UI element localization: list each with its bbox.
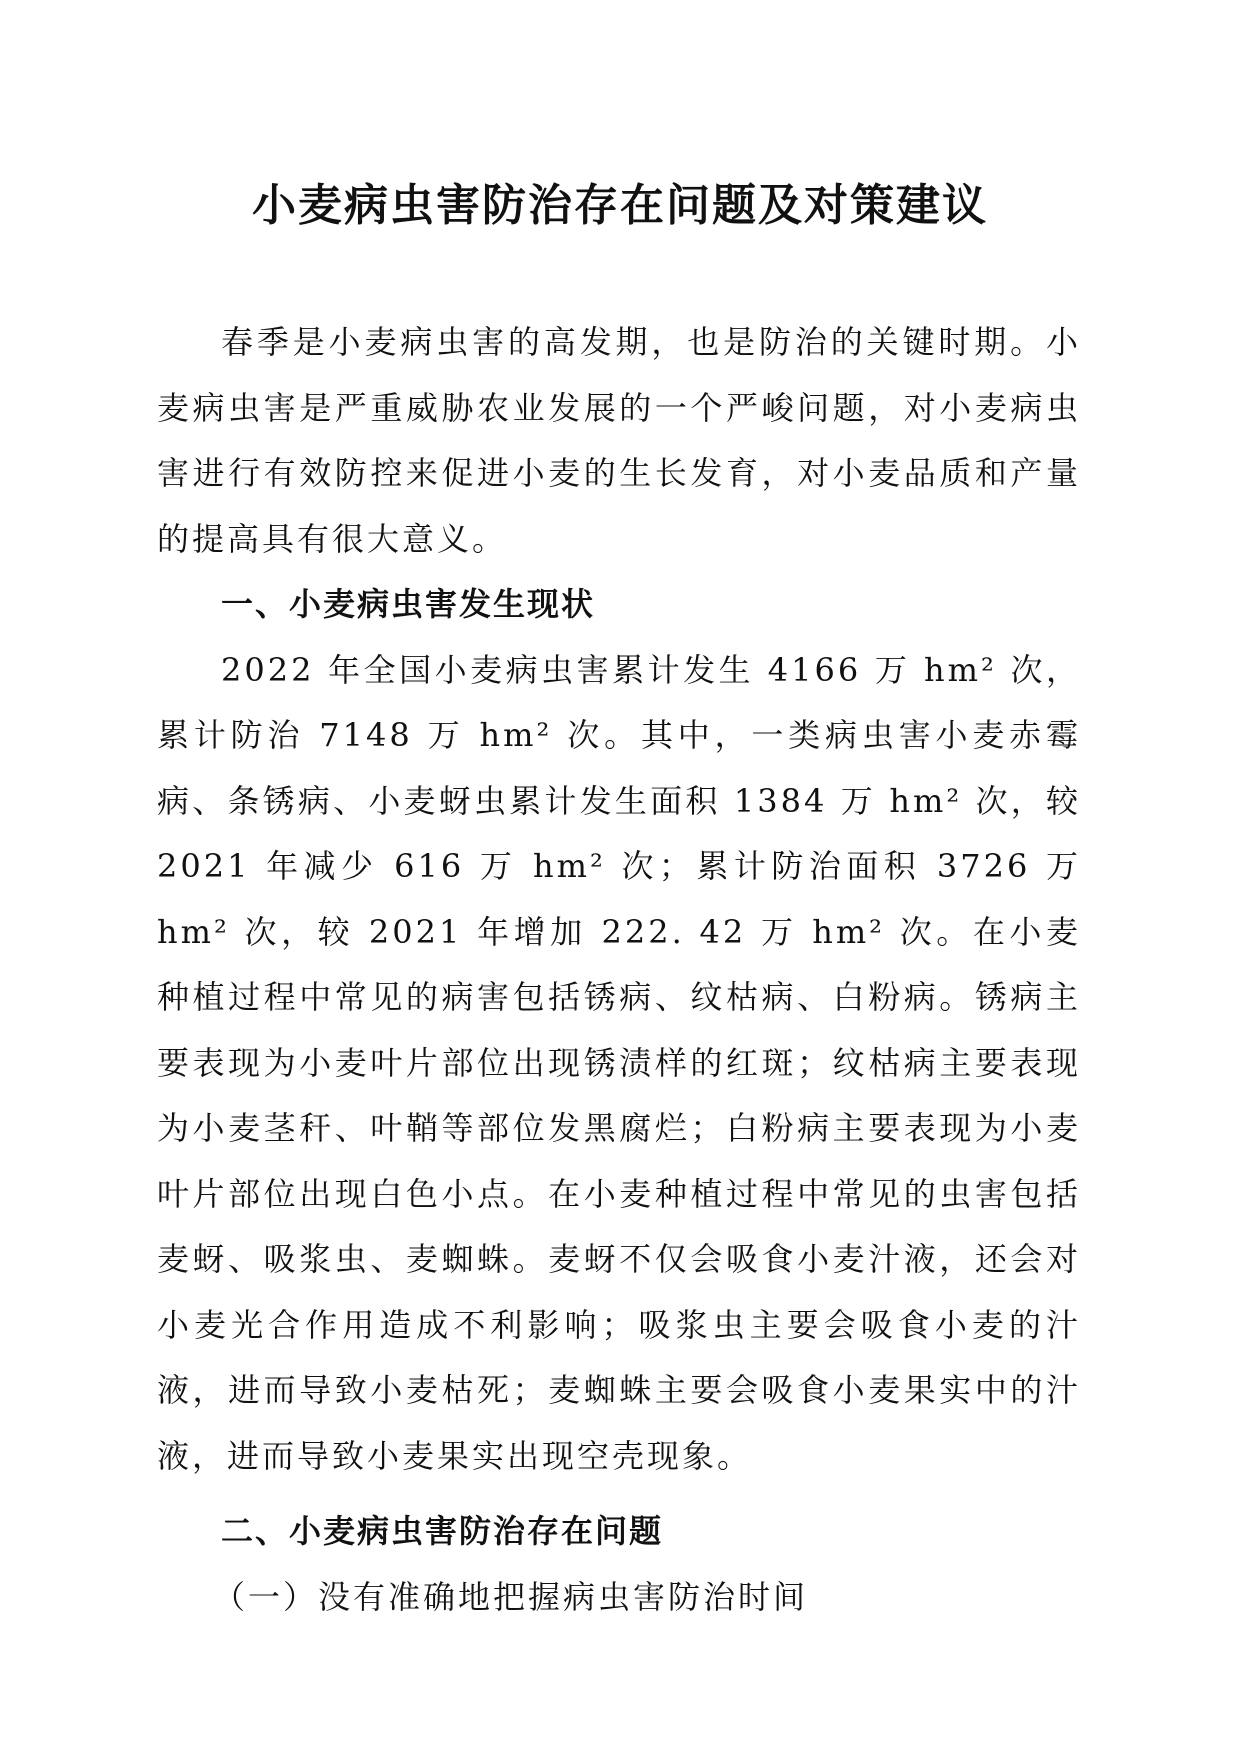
intro-paragraph: 春季是小麦病虫害的高发期，也是防治的关键时期。小麦病虫害是严重威胁农业发展的一个严峻问题，对小麦病虫害进行有效防控来促进小麦的生长发育，对小麦品质和产量的提高具有很大意义。 bbox=[157, 323, 1081, 558]
section-heading-1: 一、小麦病虫害发生现状 bbox=[221, 585, 596, 623]
document-title: 小麦病虫害防治存在问题及对策建议 bbox=[252, 180, 988, 231]
section-1-paragraph: 2022 年全国小麦病虫害累计发生 4166 万 hm² 次，累计防治 7148 万 hm² 次。其中，一类病虫害小麦赤霉病、条锈病、小麦蚜虫累计发生面积 1384 万 hm² 次，较 2021 年减少 616 万 hm² 次；累计防治面积 3726 万 hm² 次，较 2021 年增加 222. 42 万 hm² 次。在小麦种植过程中常见的病害包括锈病、纹枯病、白粉病。锈病主要表现为小麦叶片部位出现锈渍样的红斑；纹枯病主要表现为小麦茎秆、叶鞘等部位发黑腐烂；白粉病主要表现为小麦叶片部位出现白色小点。在小麦种植过程中常见的虫害包括麦蚜、吸浆虫、麦蜘蛛。麦蚜不仅会吸食小麦汁液，还会对小麦光合作用造成不利影响；吸浆虫主要会吸食小麦的汁液，进而导致小麦枯死；麦蜘蛛主要会吸食小麦果实中的汁液，进而导致小麦果实出现空壳现象。 bbox=[157, 650, 1081, 1475]
section-heading-2: 二、小麦病虫害防治存在问题 bbox=[221, 1512, 664, 1550]
subsection-heading-2-1: （一）没有准确地把握病虫害防治时间 bbox=[213, 1577, 809, 1616]
document-body bbox=[157, 310, 1081, 1630]
